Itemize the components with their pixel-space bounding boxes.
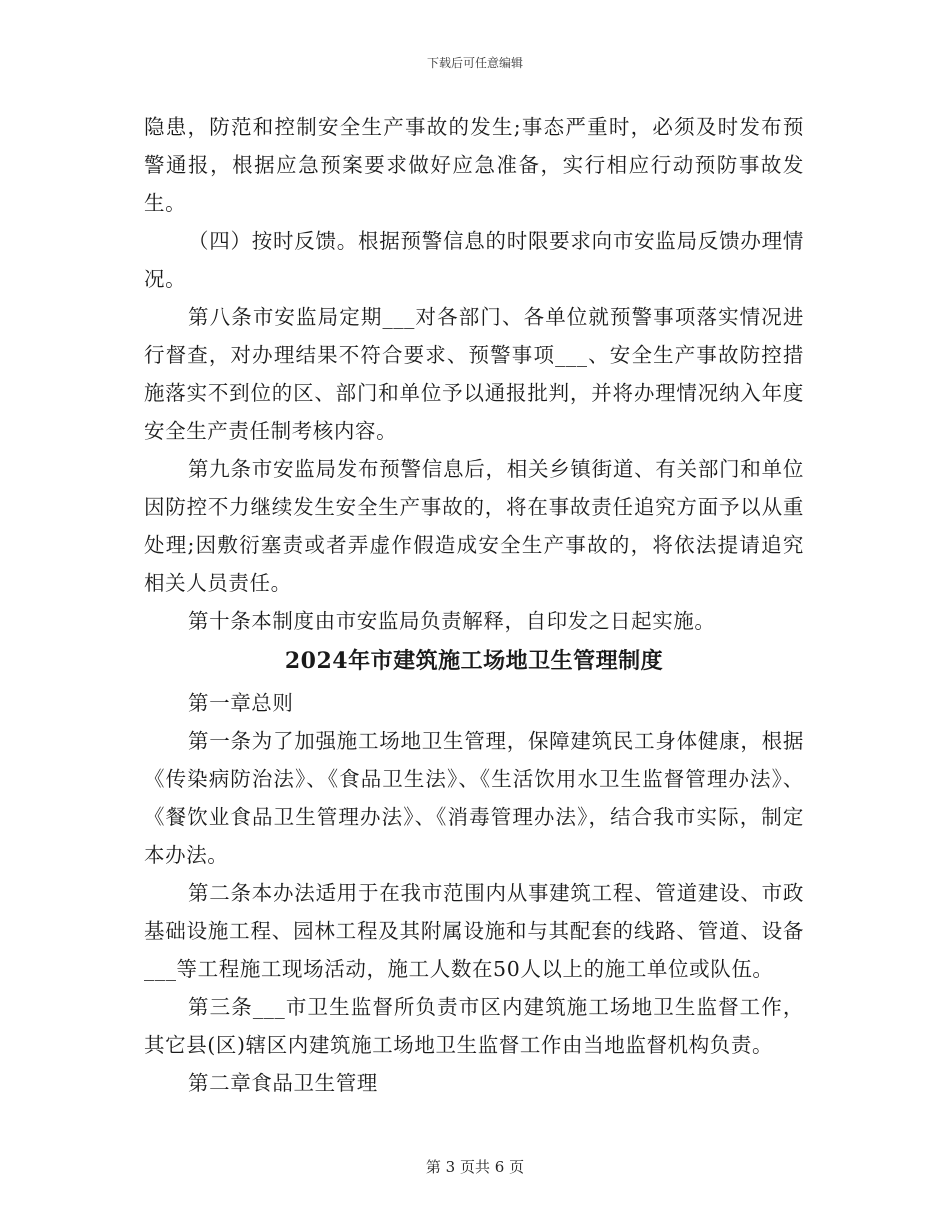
paragraph-article-9: 第九条市安监局发布预警信息后，相关乡镇街道、有关部门和单位因防控不力继续发生安全生产事故的，将在事故责任追究方面予以从重处理;因敷衍塞责或者弄虚作假造成安全生产事故的，将依法提请追究相关人员责任。 bbox=[144, 457, 804, 595]
document-title: 2024年市建筑施工场地卫生管理制度 bbox=[284, 648, 664, 674]
paragraph-article-2: 第二条本办法适用于在我市范围内从事建筑工程、管道建设、市政基础设施工程、园林工程及其附属设施和与其配套的线路、管道、设备___等工程施工现场活动，施工人数在50人以上的施工单位或队伍。 bbox=[144, 881, 804, 981]
paragraph-article-3: 第三条___市卫生监督所负责市区内建筑施工场地卫生监督工作，其它县(区)辖区内建筑施工场地卫生监督工作由当地监督机构负责。 bbox=[144, 995, 804, 1057]
paragraph-article-8: 第八条市安监局定期___对各部门、各单位就预警事项落实情况进行督查，对办理结果不符合要求、预警事项___、安全生产事故防控措施落实不到位的区、部门和单位予以通报批判，并将办理情况纳入年度安全生产责任制考核内容。 bbox=[144, 305, 804, 443]
page-header: 下载后可任意编辑 bbox=[426, 56, 523, 70]
chapter-heading-2: 第二章食品卫生管理 bbox=[188, 1071, 378, 1095]
paragraph-article-10: 第十条本制度由市安监局负责解释，自印发之日起实施。 bbox=[188, 609, 716, 633]
paragraph-item-four: （四）按时反馈。根据预警信息的时限要求向市安监局反馈办理情况。 bbox=[144, 229, 804, 291]
document-body bbox=[144, 108, 804, 1102]
paragraph-continuation: 隐患，防范和控制安全生产事故的发生;事态严重时，必须及时发布预警通报，根据应急预案要求做好应急准备，实行相应行动预防事故发生。 bbox=[144, 115, 804, 215]
paragraph-article-1: 第一条为了加强施工场地卫生管理，保障建筑民工身体健康，根据《传染病防治法》、《食品卫生法》、《生活饮用水卫生监督管理办法》、《餐饮业食品卫生管理办法》、《消毒管理办法》，结合我市实际，制定本办法。 bbox=[144, 729, 804, 867]
page-footer: 第 3 页共 6 页 bbox=[425, 1158, 525, 1176]
chapter-heading-1: 第一章总则 bbox=[188, 691, 294, 715]
